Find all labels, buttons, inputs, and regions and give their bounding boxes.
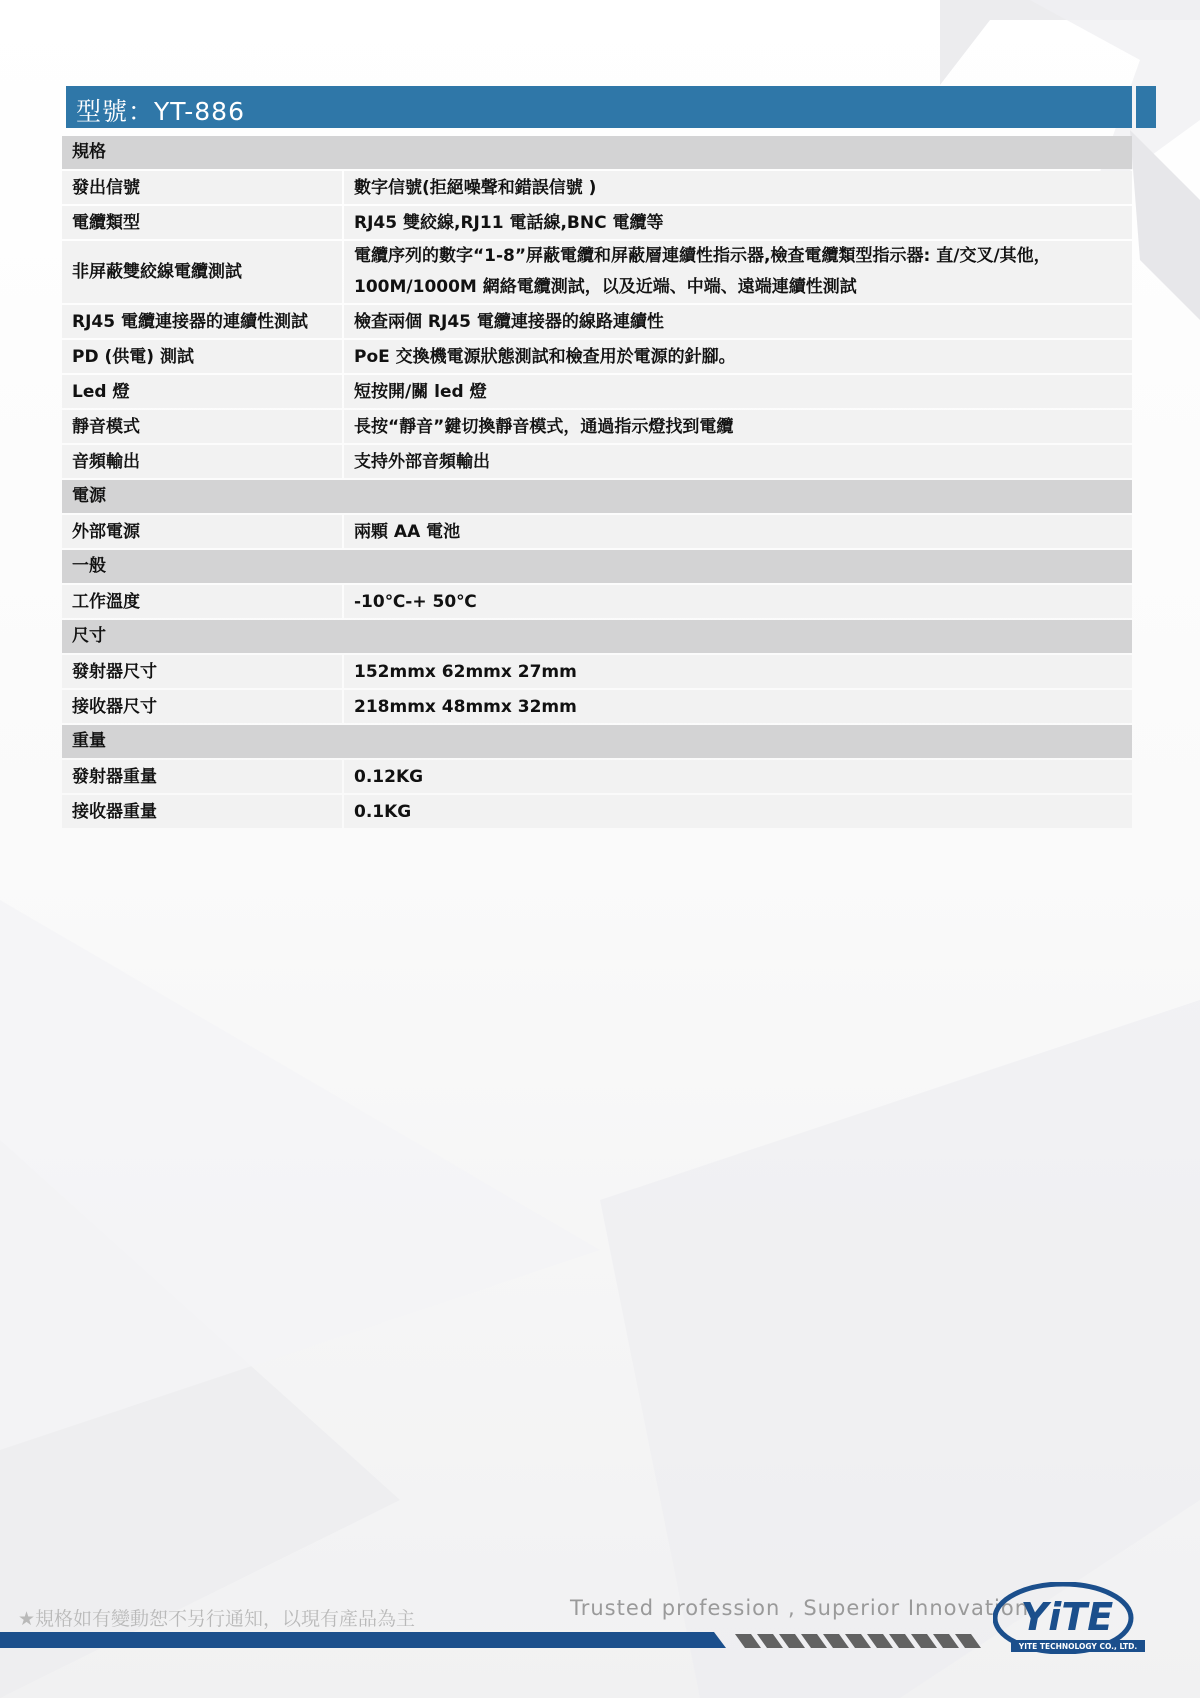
- model-title: 型號：YT-886: [76, 97, 245, 126]
- spec-row: [62, 241, 1132, 303]
- spec-row: [62, 760, 1132, 793]
- spec-label: 工作溫度: [62, 585, 342, 618]
- spec-value: PoE 交換機電源狀態測試和檢查用於電源的針腳。: [344, 340, 1132, 373]
- spec-value: 152mmx 62mmx 27mm: [344, 655, 1132, 688]
- spec-value: 電纜序列的數字“1-8”屏蔽電纜和屏蔽層連續性指示器,檢查電纜類型指示器: 直/交叉/其他，100M/1000M 網絡電纜測試，以及近端、中端、遠端連續性測試: [344, 241, 1132, 303]
- spec-label: 接收器尺寸: [62, 690, 342, 723]
- spec-value: 0.12KG: [344, 760, 1132, 793]
- yite-logo: [993, 1582, 1146, 1654]
- section-header: 規格: [62, 136, 1132, 169]
- svg-text:YiTE: YiTE: [1020, 1595, 1114, 1639]
- spec-row: [62, 410, 1132, 443]
- spec-value: 長按“靜音”鍵切換靜音模式，通過指示燈找到電纜: [344, 410, 1132, 443]
- spec-label: Led 燈: [62, 375, 342, 408]
- spec-row: [62, 515, 1132, 548]
- spec-row: [62, 445, 1132, 478]
- spec-value: 檢查兩個 RJ45 電纜連接器的線路連續性: [344, 305, 1132, 338]
- spec-row: [62, 375, 1132, 408]
- spec-table: [62, 136, 1132, 830]
- svg-text:YITE TECHNOLOGY CO., LTD.: YITE TECHNOLOGY CO., LTD.: [1018, 1642, 1138, 1651]
- section-header: 尺寸: [62, 620, 1132, 653]
- spec-row: [62, 206, 1132, 239]
- spec-value: 218mmx 48mmx 32mm: [344, 690, 1132, 723]
- spec-label: 發出信號: [62, 171, 342, 204]
- spec-row: [62, 585, 1132, 618]
- spec-value: 支持外部音頻輸出: [344, 445, 1132, 478]
- spec-label: 非屏蔽雙絞線電纜測試: [62, 241, 342, 303]
- spec-value: 數字信號(拒絕噪聲和錯誤信號 ): [344, 171, 1132, 204]
- model-title-bar: [66, 86, 1132, 128]
- spec-row: [62, 171, 1132, 204]
- spec-value: RJ45 雙絞線,RJ11 電話線,BNC 電纜等: [344, 206, 1132, 239]
- spec-label: 發射器尺寸: [62, 655, 342, 688]
- section-header: 一般: [62, 550, 1132, 583]
- spec-row: [62, 795, 1132, 828]
- spec-label: 接收器重量: [62, 795, 342, 828]
- spec-label: 音頻輸出: [62, 445, 342, 478]
- spec-label: 外部電源: [62, 515, 342, 548]
- section-header: 重量: [62, 725, 1132, 758]
- spec-label: 電纜類型: [62, 206, 342, 239]
- spec-value: -10℃-+ 50℃: [344, 585, 1132, 618]
- spec-row: [62, 305, 1132, 338]
- spec-label: 發射器重量: [62, 760, 342, 793]
- spec-row: [62, 690, 1132, 723]
- section-header: 電源: [62, 480, 1132, 513]
- footer-slogan: Trusted profession , Superior Innovation: [570, 1596, 1030, 1620]
- footer-disclaimer: ★規格如有變動恕不另行通知，以現有產品為主: [18, 1608, 416, 1630]
- spec-value: 兩顆 AA 電池: [344, 515, 1132, 548]
- spec-value: 短按開/關 led 燈: [344, 375, 1132, 408]
- spec-row: [62, 655, 1132, 688]
- spec-label: RJ45 電纜連接器的連續性測試: [62, 305, 342, 338]
- title-bar-tab: [1136, 86, 1156, 128]
- spec-row: [62, 340, 1132, 373]
- spec-value: 0.1KG: [344, 795, 1132, 828]
- spec-label: PD (供電) 測試: [62, 340, 342, 373]
- spec-label: 靜音模式: [62, 410, 342, 443]
